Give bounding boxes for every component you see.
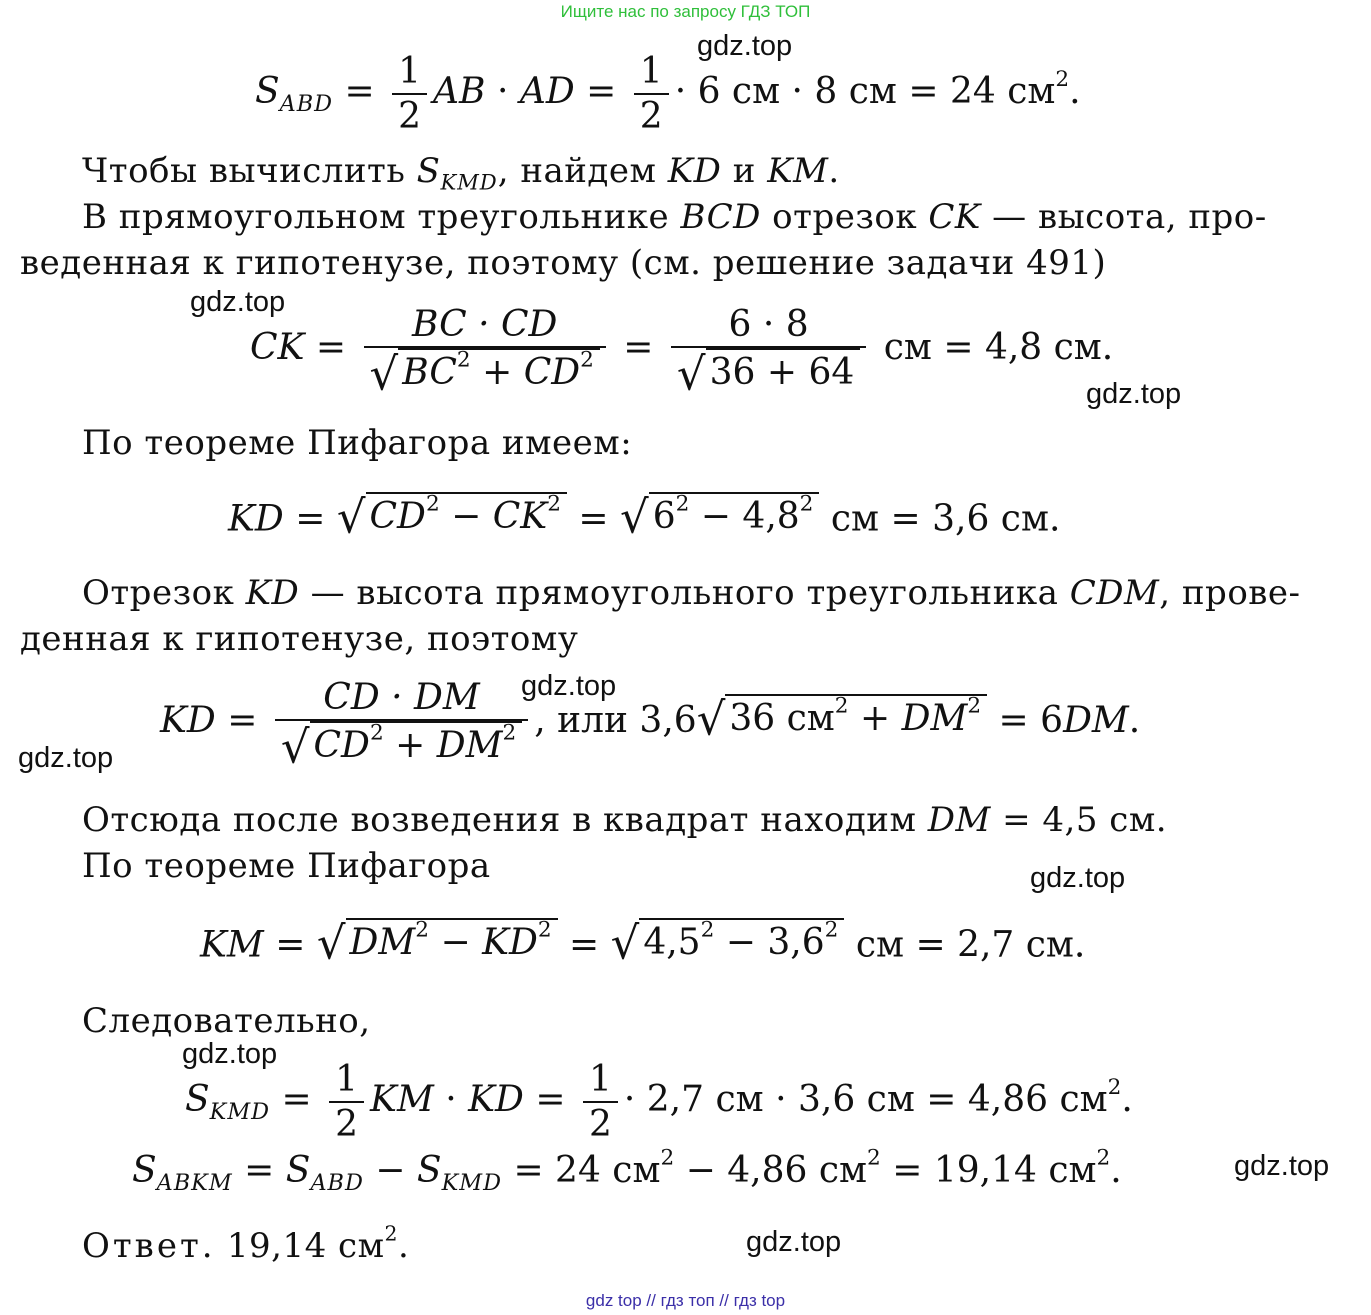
paragraph-consequently: Следовательно,: [82, 1001, 371, 1041]
fraction-kd: CD · DM √ $CD^2 + DM^2$: [275, 676, 528, 770]
sqrt-45-36: √ $4,5^2 - 3,6^2$: [611, 918, 845, 963]
watermark: gdz.top: [190, 286, 286, 318]
fraction-half: $\frac{1}{2}$: [392, 50, 427, 138]
paragraph-pythagoras-2: По теореме Пифагора: [82, 846, 491, 886]
fraction-ck-general: BC · CD √ $BC^2 + CD^2$: [364, 303, 606, 397]
paragraph-pythagoras-1: По теореме Пифагора имеем:: [82, 423, 633, 463]
watermark: gdz.top: [521, 670, 617, 702]
top-banner: Ищите нас по запросу ГДЗ ТОП: [560, 2, 811, 21]
formula-km-pythagoras: KM = √ $DM^2 - KD^2$ = √ $4,5^2 - 3,6^2$ см = 2,7 см.: [200, 917, 1086, 971]
sqrt-cd-dm: √ $CD^2 + DM^2$: [281, 721, 522, 766]
formula-kd-pythagoras: KD = √ $CD^2 - CK^2$ = √ $6^2 - 4,8^2$ см = 3,6 см.: [228, 491, 1061, 545]
watermark: gdz.top: [182, 1038, 278, 1070]
fraction-half: $\frac{1}{2}$: [583, 1058, 618, 1146]
formula-area-abkm: $S_{ABKM} = S_{ABD} - S_{KMD} = 24$ $см^2 - 4,86$ $см^2 = 19,14$ $см^2$.: [132, 1145, 1122, 1196]
answer-value: 19,14 см: [215, 1226, 385, 1266]
paragraph-height-kd-line1: Отрезок KD — высота прямоугольного треугольника CDM, прове-: [82, 573, 1301, 613]
fraction-half: $\frac{1}{2}$: [329, 1058, 364, 1146]
sqrt-dm-kd: √ $DM^2 - KD^2$: [317, 918, 558, 963]
paragraph-dm-result: Отсюда после возведения в квадрат находим DM = 4,5 см.: [82, 800, 1168, 840]
formula-area-abd: $S_{ABD}$ = $\frac{1}{2}$ AB · AD = $\frac{1}{2}$ · 6 см · 8 см = 24 $см^2$.: [255, 51, 1081, 138]
paragraph-height-kd-line2: денная к гипотенузе, поэтому: [20, 619, 579, 659]
paragraph-height-ck-line1: В прямоугольном треугольнике BCD отрезок CK — высота, про-: [82, 197, 1267, 237]
paragraph-find-kd-km: Чтобы вычислить $S_{KMD}$, найдем KD и KM.: [82, 151, 840, 195]
fraction-ck-numeric: 6 · 8 √ 36 + 64: [671, 303, 866, 397]
sqrt-bc-cd: √ $BC^2 + CD^2$: [370, 348, 600, 393]
bottom-banner: gdz top // гдз топ // гдз top: [585, 1291, 786, 1310]
formula-area-kmd: $S_{KMD}$ = $\frac{1}{2}$ KM · KD = $\frac{1}{2}$ · 2,7 см · 3,6 см = 4,86 $см^2$.: [185, 1059, 1133, 1146]
watermark: gdz.top: [18, 742, 114, 774]
sqrt-36-64: √ 36 + 64: [677, 348, 860, 393]
watermark: gdz.top: [697, 30, 793, 62]
formula-ck: CK = BC · CD √ $BC^2 + CD^2$ = 6 · 8 √ 36 + 64 см = 4,8 см.: [250, 304, 1114, 401]
watermark: gdz.top: [1234, 1150, 1330, 1182]
watermark: gdz.top: [1086, 378, 1182, 410]
sqrt-36-dm: √ 36 $см^2 + DM^2$: [697, 694, 987, 739]
sqrt-6-48: √ $6^2 - 4,8^2$: [620, 492, 819, 537]
watermark: gdz.top: [746, 1226, 842, 1258]
answer-line: Ответ. 19,14 $см^2$.: [82, 1221, 410, 1266]
sqrt-cd-ck: √ $CD^2 - CK^2$: [337, 492, 567, 537]
answer-label: Ответ.: [82, 1226, 216, 1266]
formula-kd-dm: KD = CD · DM √ $CD^2 + DM^2$ , или 3,6 √ 36 $см^2 + DM^2$ = 6DM.: [160, 677, 1141, 774]
fraction-half: $\frac{1}{2}$: [634, 50, 669, 138]
paragraph-height-ck-line2: веденная к гипотенузе, поэтому (см. решение задачи 491): [20, 243, 1107, 283]
watermark: gdz.top: [1030, 862, 1126, 894]
